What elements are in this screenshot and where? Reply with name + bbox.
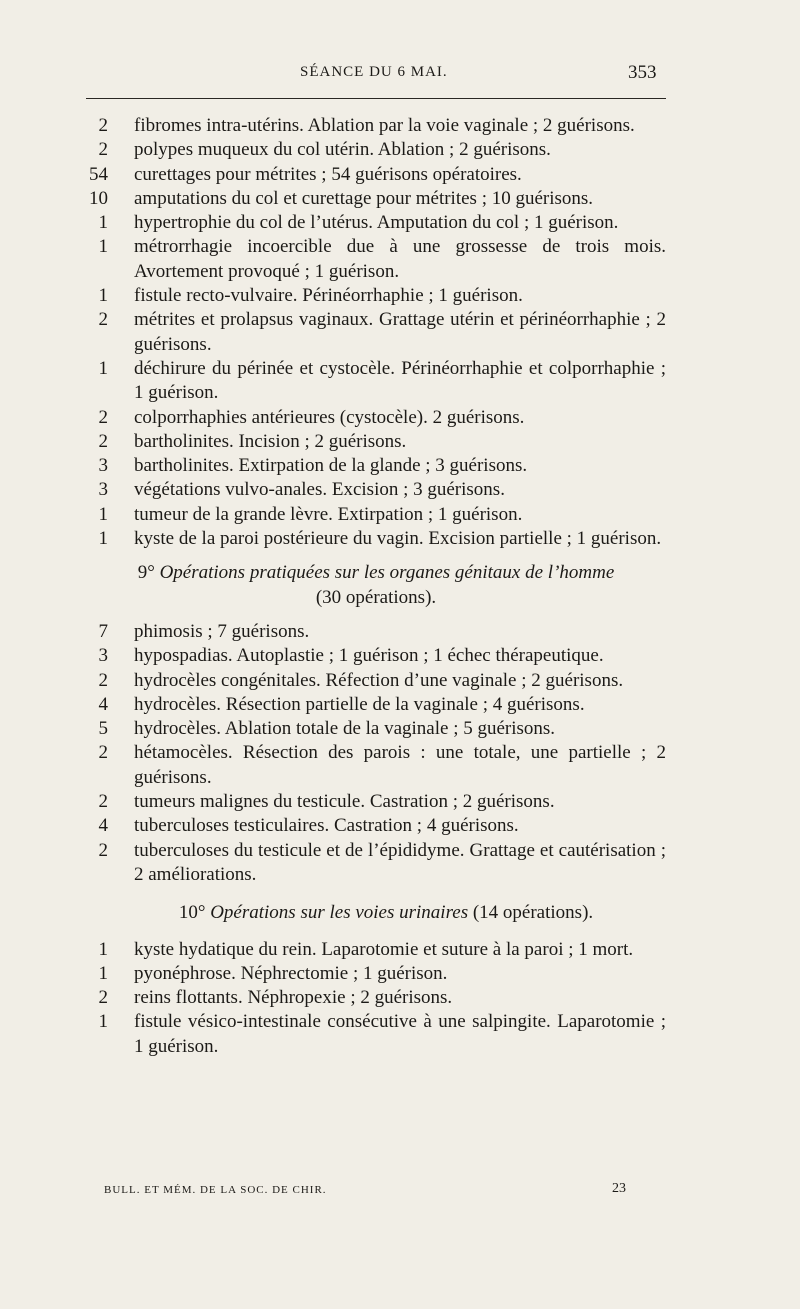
list-item (86, 986, 666, 1010)
item-text: hydrocèles congénitales. Réfection d’une vaginale ; 2 guérisons. (134, 669, 624, 691)
item-count: 1 (98, 212, 108, 234)
item-text: métrites et prolapsus vaginaux. Grattage utérin et périnéorrhaphie ; 2 guérisons. (134, 309, 666, 355)
list-item (86, 669, 666, 693)
item-text: reins flottants. Néphropexie ; 2 guérisons. (134, 987, 453, 1009)
item-count: 1 (98, 503, 108, 525)
item-text: tuberculoses du testicule et de l’épididyme. Grattage et cautérisation ; 2 améliorations. (134, 839, 666, 885)
item-text: hypospadias. Autoplastie ; 1 guérison ; 1 échec thérapeutique. (134, 645, 604, 667)
list-item (86, 187, 666, 211)
item-count: 1 (98, 962, 108, 984)
list-item (86, 741, 666, 790)
list-item (86, 527, 666, 551)
running-head-title: SÉANCE DU 6 MAI. (300, 64, 448, 80)
item-text: bartholinites. Extirpation de la glande ; 3 guérisons. (134, 455, 528, 477)
item-text: tumeurs malignes du testicule. Castration ; 2 guérisons. (134, 791, 555, 813)
item-count: 3 (98, 479, 108, 501)
item-text: fibromes intra-utérins. Ablation par la voie vaginale ; 2 guérisons. (134, 115, 635, 136)
list-item (86, 790, 666, 814)
item-count: 10 (89, 187, 108, 209)
item-count: 2 (98, 139, 108, 161)
section-heading-9 (86, 561, 666, 610)
item-count: 1 (98, 1011, 108, 1033)
item-text: kyste hydatique du rein. Laparotomie et suture à la paroi ; 1 mort. (134, 938, 634, 960)
footer-signature: 23 (612, 1181, 626, 1196)
section-title: Opérations sur les voies urinaires (210, 902, 469, 924)
item-count: 4 (98, 815, 108, 837)
list-item (86, 163, 666, 187)
list-item (86, 284, 666, 308)
item-count: 5 (98, 718, 108, 740)
item-text: hypertrophie du col de l’utérus. Amputation du col ; 1 guérison. (134, 212, 619, 234)
list-item (86, 839, 666, 888)
entry-list-urinary (86, 938, 666, 1059)
item-count: 1 (98, 357, 108, 379)
list-item (86, 114, 666, 138)
item-text: pyonéphrose. Néphrectomie ; 1 guérison. (134, 962, 448, 984)
item-count: 4 (98, 693, 108, 715)
section-number: 9° (137, 562, 155, 584)
list-item (86, 938, 666, 962)
item-count: 2 (98, 430, 108, 452)
item-count: 2 (98, 309, 108, 331)
section-heading-10 (86, 901, 666, 925)
section-number: 10° (178, 902, 206, 924)
item-text: polypes muqueux du col utérin. Ablation ; 2 guérisons. (134, 139, 551, 161)
list-item (86, 308, 666, 357)
item-text: kyste de la paroi postérieure du vagin. Excision partielle ; 1 guérison. (134, 528, 662, 550)
item-text: déchirure du périnée et cystocèle. Périnéorrhaphie et colporrhaphie ; 1 guérison. (134, 357, 666, 404)
list-item (86, 357, 666, 406)
item-count: 1 (98, 285, 108, 307)
item-count: 2 (98, 742, 108, 764)
item-text: bartholinites. Incision ; 2 guérisons. (134, 430, 407, 452)
item-text: tumeur de la grande lèvre. Extirpation ; 1 guérison. (134, 503, 523, 525)
section-count: (30 opérations). (315, 586, 437, 608)
item-count: 3 (98, 645, 108, 667)
header-rule (86, 98, 666, 99)
item-count: 2 (98, 115, 108, 136)
item-text: fistule recto-vulvaire. Périnéorrhaphie ; 1 guérison. (134, 285, 523, 307)
page-footer (0, 1181, 800, 1204)
entry-list-male-genital (86, 620, 666, 887)
item-text: hydrocèles. Résection partielle de la vaginale ; 4 guérisons. (134, 693, 585, 715)
item-count: 1 (98, 528, 108, 550)
item-text: fistule vésico-intestinale consécutive à une salpingite. Laparotomie ; 1 guérison. (134, 1011, 666, 1057)
item-count: 54 (89, 163, 108, 185)
list-item (86, 235, 666, 284)
list-item (86, 211, 666, 235)
list-item (86, 962, 666, 986)
section-count: (14 opérations). (472, 902, 594, 924)
item-count: 3 (98, 455, 108, 477)
section-title: Opérations pratiquées sur les organes génitaux de l’homme (159, 562, 615, 584)
item-count: 7 (98, 620, 108, 642)
list-item (86, 406, 666, 430)
list-item (86, 1010, 666, 1059)
item-text: métrorrhagie incoercible due à une grossesse de trois mois. Avortement provoqué ; 1 guérison. (134, 236, 666, 282)
item-count: 2 (98, 839, 108, 861)
footer-journal: BULL. ET MÉM. DE LA SOC. DE CHIR. (104, 1184, 327, 1196)
list-item (86, 503, 666, 527)
list-item (86, 620, 666, 644)
running-head (0, 64, 800, 88)
item-count: 2 (98, 987, 108, 1009)
item-count: 1 (98, 938, 108, 960)
body-text (86, 114, 666, 1059)
item-text: phimosis ; 7 guérisons. (134, 620, 310, 642)
item-count: 1 (98, 236, 108, 258)
item-text: végétations vulvo-anales. Excision ; 3 guérisons. (134, 479, 505, 501)
list-item (86, 693, 666, 717)
item-text: curettages pour métrites ; 54 guérisons opératoires. (134, 163, 522, 185)
list-item (86, 717, 666, 741)
item-count: 2 (98, 669, 108, 691)
list-item (86, 138, 666, 162)
item-count: 2 (98, 791, 108, 813)
list-item (86, 478, 666, 502)
item-count: 2 (98, 406, 108, 428)
list-item (86, 814, 666, 838)
list-item (86, 454, 666, 478)
item-text: amputations du col et curettage pour métrites ; 10 guérisons. (134, 187, 594, 209)
list-item (86, 644, 666, 668)
list-item (86, 430, 666, 454)
item-text: tuberculoses testiculaires. Castration ; 4 guérisons. (134, 815, 519, 837)
item-text: colporrhaphies antérieures (cystocèle). 2 guérisons. (134, 406, 525, 428)
item-text: hydrocèles. Ablation totale de la vaginale ; 5 guérisons. (134, 718, 556, 740)
item-text: hétamocèles. Résection des parois : une totale, une partielle ; 2 guérisons. (134, 742, 666, 788)
page-number: 353 (628, 62, 657, 83)
entry-list-gynecology (86, 114, 666, 551)
